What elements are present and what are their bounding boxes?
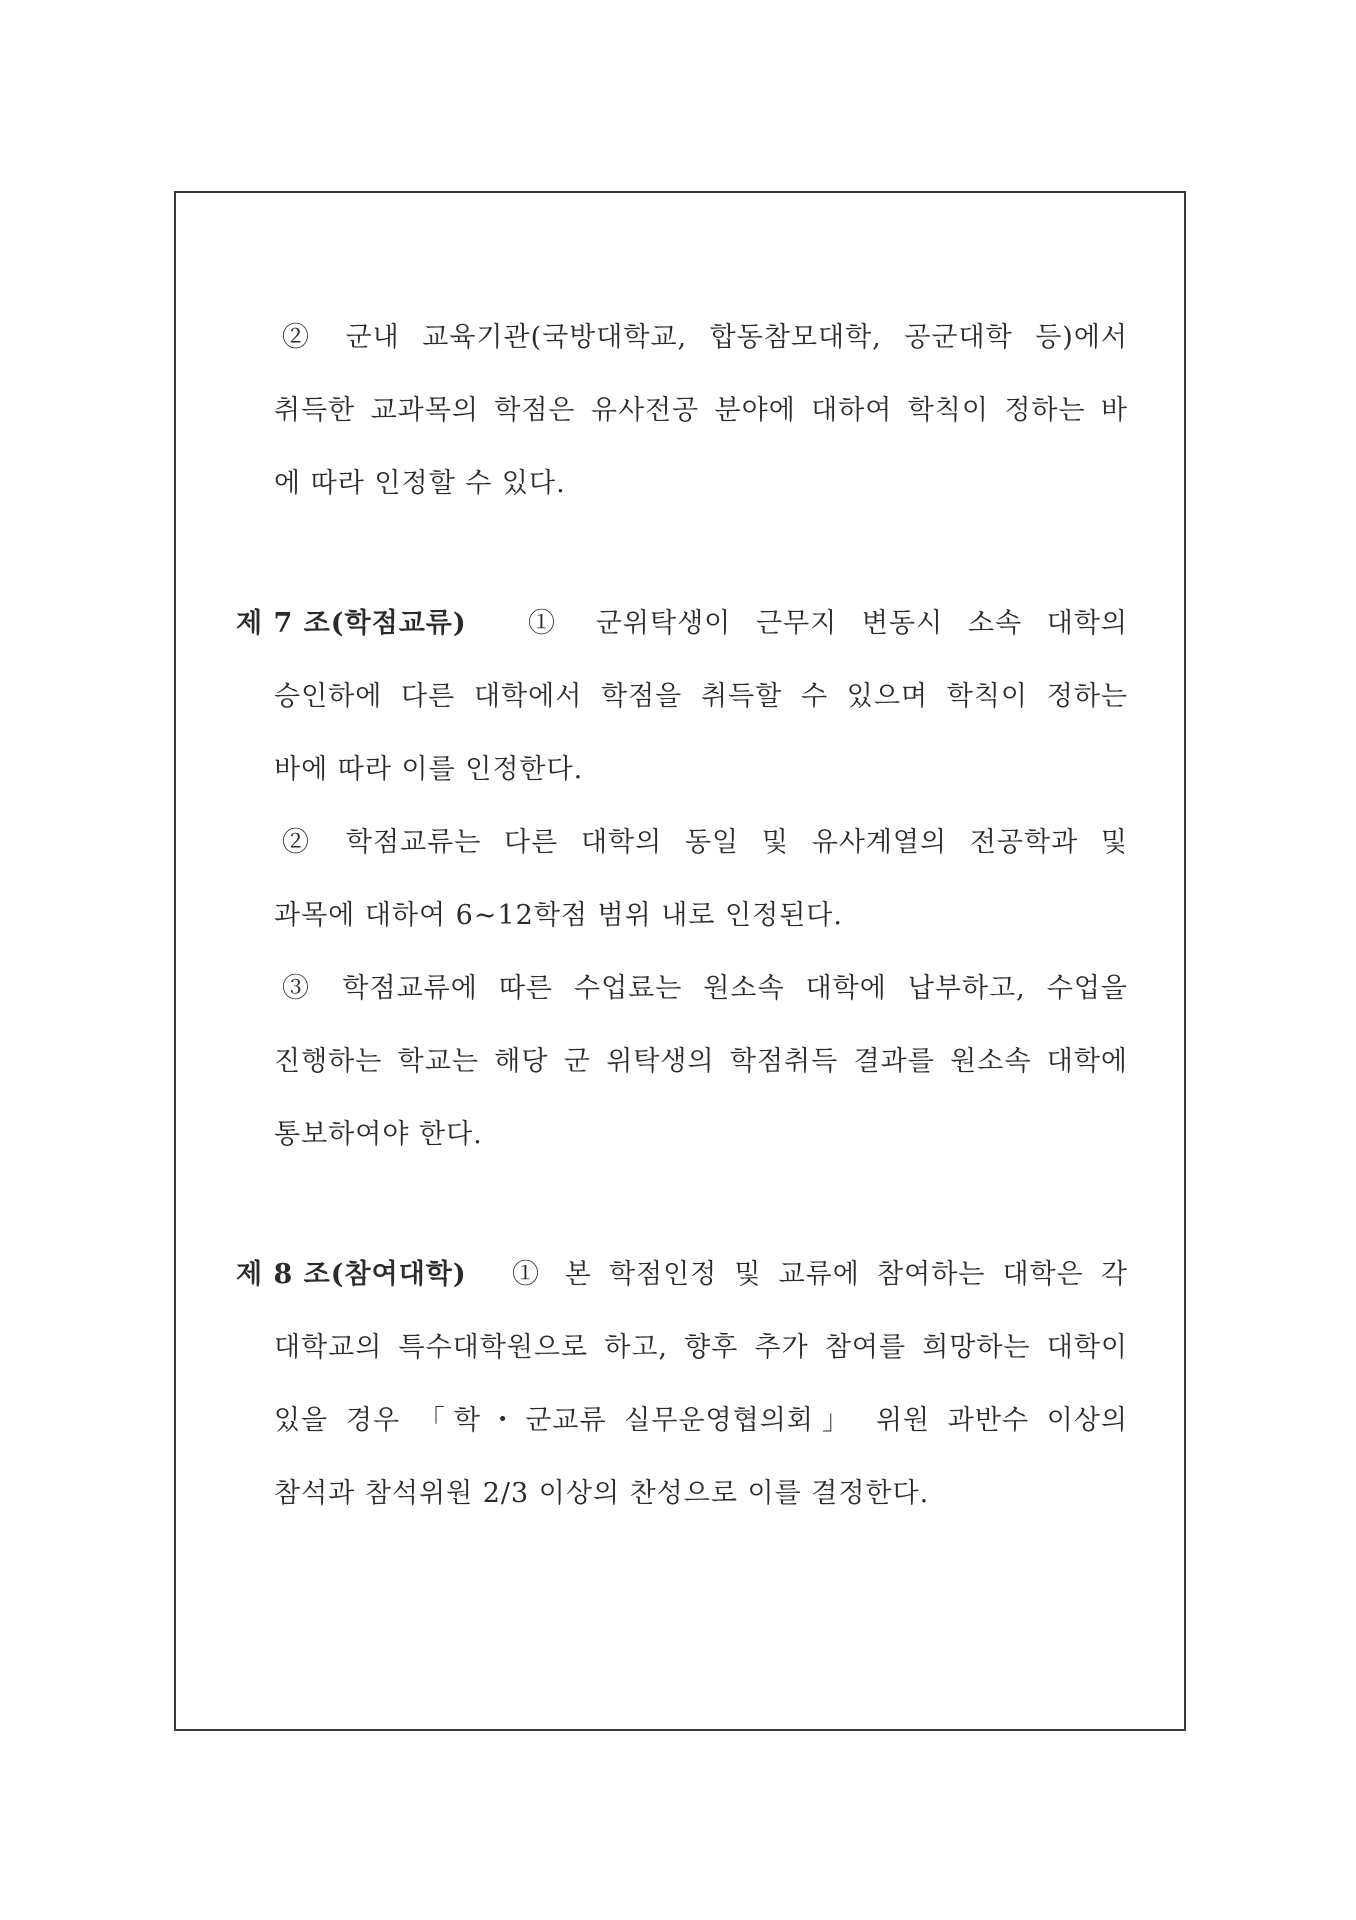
prev-item2-line2: 취득한 교과목의 학점은 유사전공 분야에 대하여 학칙이 정하는 바 [274,395,1128,426]
article7-item2-line2: 과목에 대하여 6~12학점 범위 내로 인정된다. [274,900,843,931]
article7-title: 제 7 조(학점교류) [236,608,467,639]
article7-item1-line3: 바에 따라 이를 인정한다. [274,754,584,785]
article8-heading [236,1257,467,1293]
article7-item1-first: ① 군위탁생이 근무지 변동시 소속 대학의 [528,608,1128,639]
prev-item2-line3: 에 따라 인정할 수 있다. [274,468,566,499]
article7-heading [236,606,467,642]
article7-item3-line1: ③ 학점교류에 따른 수업료는 원소속 대학에 납부하고, 수업을 [282,973,1128,1004]
article7-item3-line3: 통보하여야 한다. [274,1119,483,1150]
prev-item2-line1: ② 군내 교육기관(국방대학교, 합동참모대학, 공군대학 등)에서 [282,322,1128,353]
article8-title: 제 8 조(참여대학) [236,1259,467,1290]
article7-item3-line2: 진행하는 학교는 해당 군 위탁생의 학점취득 결과를 원소속 대학에 [274,1046,1128,1077]
article8-item1-line4: 참석과 참석위원 2/3 이상의 찬성으로 이를 결정한다. [274,1478,930,1509]
article8-item1-line2: 대학교의 특수대학원으로 하고, 향후 추가 참여를 희망하는 대학이 [274,1332,1128,1363]
article8-item1-line3: 있을 경우 「학・군교류 실무운영협의회」 위원 과반수 이상의 [274,1405,1128,1436]
article7-item1-line2: 승인하에 다른 대학에서 학점을 취득할 수 있으며 학칙이 정하는 [274,681,1128,712]
article7-item2-line1: ② 학점교류는 다른 대학의 동일 및 유사계열의 전공학과 및 [282,827,1128,858]
article8-item1-first: ① 본 학점인정 및 교류에 참여하는 대학은 각 [512,1259,1128,1290]
